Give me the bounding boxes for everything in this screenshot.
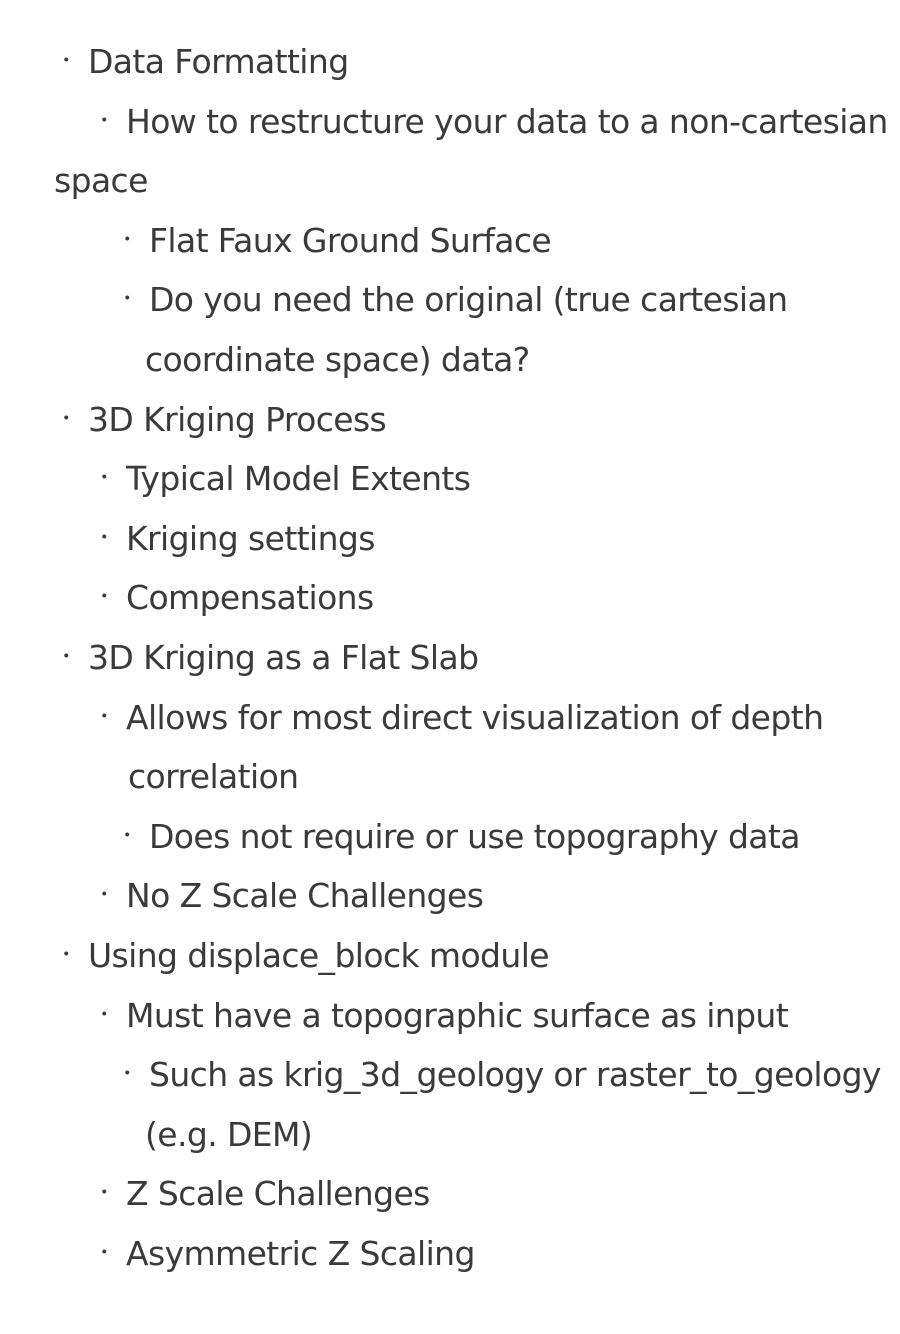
bullet-icon: ・ [93, 883, 115, 909]
list-item-text: correlation [128, 757, 299, 797]
list-item-text: Z Scale Challenges [126, 1174, 430, 1214]
list-item-text: No Z Scale Challenges [126, 876, 484, 916]
list-item-text: Do you need the original (true cartesian [149, 280, 788, 320]
list-item-text: Allows for most direct visualization of depth [126, 697, 824, 737]
list-item-text: Flat Faux Ground Surface [149, 220, 552, 260]
list-item-text: Must have a topographic surface as input [126, 995, 789, 1035]
bullet-icon: ・ [55, 943, 77, 968]
list-item-text: Data Formatting [88, 42, 349, 81]
list-item-text: Compensations [126, 578, 374, 618]
bullet-icon: ・ [116, 823, 138, 849]
list-item-text: Such as krig_3d_geology or raster_to_geology [149, 1055, 881, 1095]
bullet-icon: ・ [93, 1002, 115, 1028]
list-item-text: Typical Model Extents [126, 459, 471, 499]
list-item-text: Using displace_block module [88, 936, 549, 975]
list-item-text: 3D Kriging as a Flat Slab [88, 638, 479, 677]
list-item-text: Does not require or use topography data [149, 816, 800, 856]
bullet-icon: ・ [55, 645, 77, 670]
list-item-text: (e.g. DEM) [145, 1114, 313, 1154]
list-item-text: How to restructure your data to a non-cartesian [126, 101, 888, 141]
bullet-icon: ・ [55, 49, 77, 74]
bullet-icon: ・ [116, 287, 138, 313]
list-item-text: 3D Kriging Process [88, 399, 387, 439]
bullet-icon: ・ [116, 1062, 138, 1088]
bullet-icon: ・ [116, 227, 138, 253]
list-item-text: Kriging settings [126, 518, 375, 558]
bullet-icon: ・ [93, 525, 115, 551]
list-item-text: space [54, 161, 148, 201]
bullet-icon: ・ [93, 704, 115, 730]
bullet-icon: ・ [93, 108, 115, 134]
bullet-icon: ・ [93, 1181, 115, 1207]
bullet-icon: ・ [93, 1241, 115, 1266]
list-item-text: coordinate space) data? [145, 340, 530, 379]
bullet-icon: ・ [55, 406, 77, 432]
list-item-text: Asymmetric Z Scaling [126, 1234, 475, 1273]
bullet-icon: ・ [93, 466, 115, 492]
bullet-icon: ・ [93, 585, 115, 611]
